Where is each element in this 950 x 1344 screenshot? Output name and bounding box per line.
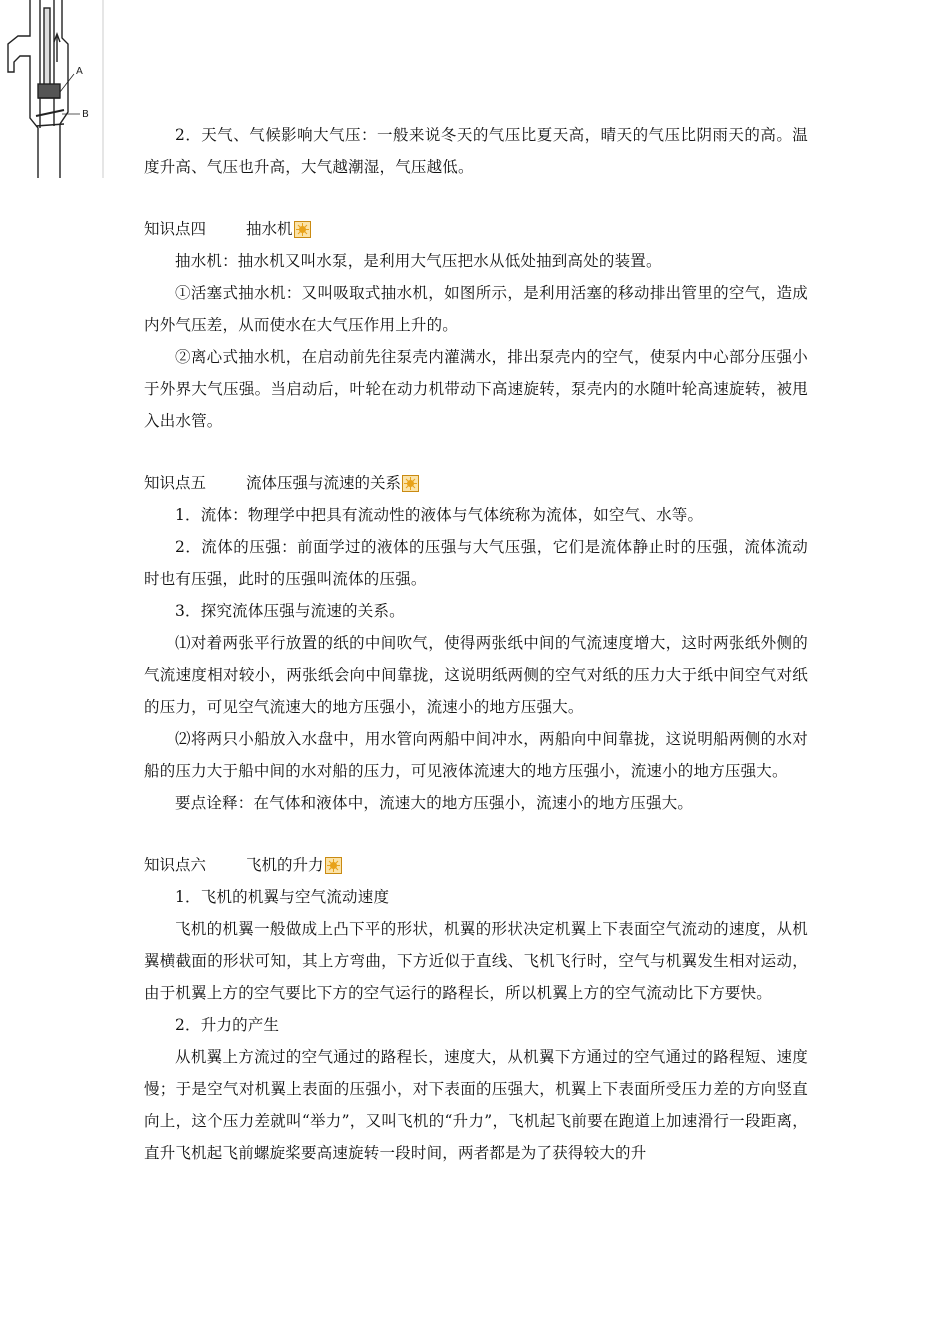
document-body <box>144 119 808 1169</box>
section6-paragraph: 从机翼上方流过的空气通过的路程长，速度大，从机翼下方通过的空气通过的路程短、速度慢；于是空气对机翼上表面的压强小，对下表面的压强大，机翼上下表面所受压力差的方向竖直向上，这个压力差就叫“举力”，又叫飞机的“升力”，飞机起飞前要在跑道上加速滑行一段距离，直升飞机起飞前螺旋桨要高速旋转一段时间，两者都是为了获得较大的升 <box>144 1048 808 1162</box>
section4-paragraph: 抽水机：抽水机又叫水泵，是利用大气压把水从低处抽到高处的装置。 <box>175 252 662 270</box>
piston-pump-figure <box>0 0 104 178</box>
section6-paragraph: 飞机的机翼一般做成上凸下平的形状，机翼的形状决定机翼上下表面空气流动的速度，从机翼横截面的形状可知，其上方弯曲，下方近似于直线、飞机飞行时，空气与机翼发生相对运动，由于机翼上方的空气要比下方的空气运行的路程长，所以机翼上方的空气流动比下方要快。 <box>144 920 808 1002</box>
section6-number: 知识点六 <box>144 856 207 874</box>
section5-paragraph: 3．探究流体压强与流速的关系。 <box>175 602 405 620</box>
section5-title: 流体压强与流速的关系 <box>246 474 402 492</box>
section5-paragraph: 2．流体的压强：前面学过的液体的压强与大气压强，它们是流体静止时的压强，流体流动时也有压强，此时的压强叫流体的压强。 <box>144 538 808 588</box>
section6-heading <box>144 849 808 881</box>
section4-title: 抽水机 <box>246 220 293 238</box>
section5-number: 知识点五 <box>144 474 207 492</box>
section6-paragraph: 1．飞机的机翼与空气流动速度 <box>175 888 390 906</box>
section5-paragraph: ⑴对着两张平行放置的纸的中间吹气，使得两张纸中间的气流速度增大，这时两张纸外侧的气流速度相对较小，两张纸会向中间靠拢，这说明纸两侧的空气对纸的压力大于纸中间空气对纸的压力，可见空气流速大的地方压强小，流速小的地方压强大。 <box>144 634 808 716</box>
star-badge-icon <box>325 857 342 874</box>
section5-heading <box>144 467 808 499</box>
label-a-leader <box>60 74 74 92</box>
section5-paragraph: ⑵将两只小船放入水盘中，用水管向两船中间冲水，两船向中间靠拢，这说明船两侧的水对船的压力大于船中间的水对船的压力，可见液体流速大的地方压强小，流速小的地方压强大。 <box>144 730 808 780</box>
section3-item2: 2．天气、气候影响大气压：一般来说冬天的气压比夏天高，晴天的气压比阴雨天的高。温度升高、气压也升高，大气越潮湿，气压越低。 <box>144 126 808 176</box>
label-b: B <box>82 109 89 120</box>
section6-paragraph: 2．升力的产生 <box>175 1016 280 1034</box>
section5-paragraph: 要点诠释：在气体和液体中，流速大的地方压强小，流速小的地方压强大。 <box>175 794 694 812</box>
star-badge-icon <box>294 221 311 238</box>
section4-paragraph: ①活塞式抽水机：又叫吸取式抽水机，如图所示，是利用活塞的移动排出管里的空气，造成内外气压差，从而使水在大气压作用上升的。 <box>144 284 808 334</box>
section4-paragraph: ②离心式抽水机，在启动前先往泵壳内灌满水，排出泵壳内的空气，使泵内中心部分压强小于外界大气压强。当启动后，叶轮在动力机带动下高速旋转，泵壳内的水随叶轮高速旋转，被甩入出水管。 <box>144 348 808 430</box>
section4-number: 知识点四 <box>144 220 207 238</box>
section5-paragraph: 1．流体：物理学中把具有流动性的液体与气体统称为流体，如空气、水等。 <box>175 506 704 524</box>
label-a: A <box>76 66 83 77</box>
section6-title: 飞机的升力 <box>246 856 324 874</box>
star-badge-icon <box>402 475 419 492</box>
section4-heading <box>144 213 808 245</box>
